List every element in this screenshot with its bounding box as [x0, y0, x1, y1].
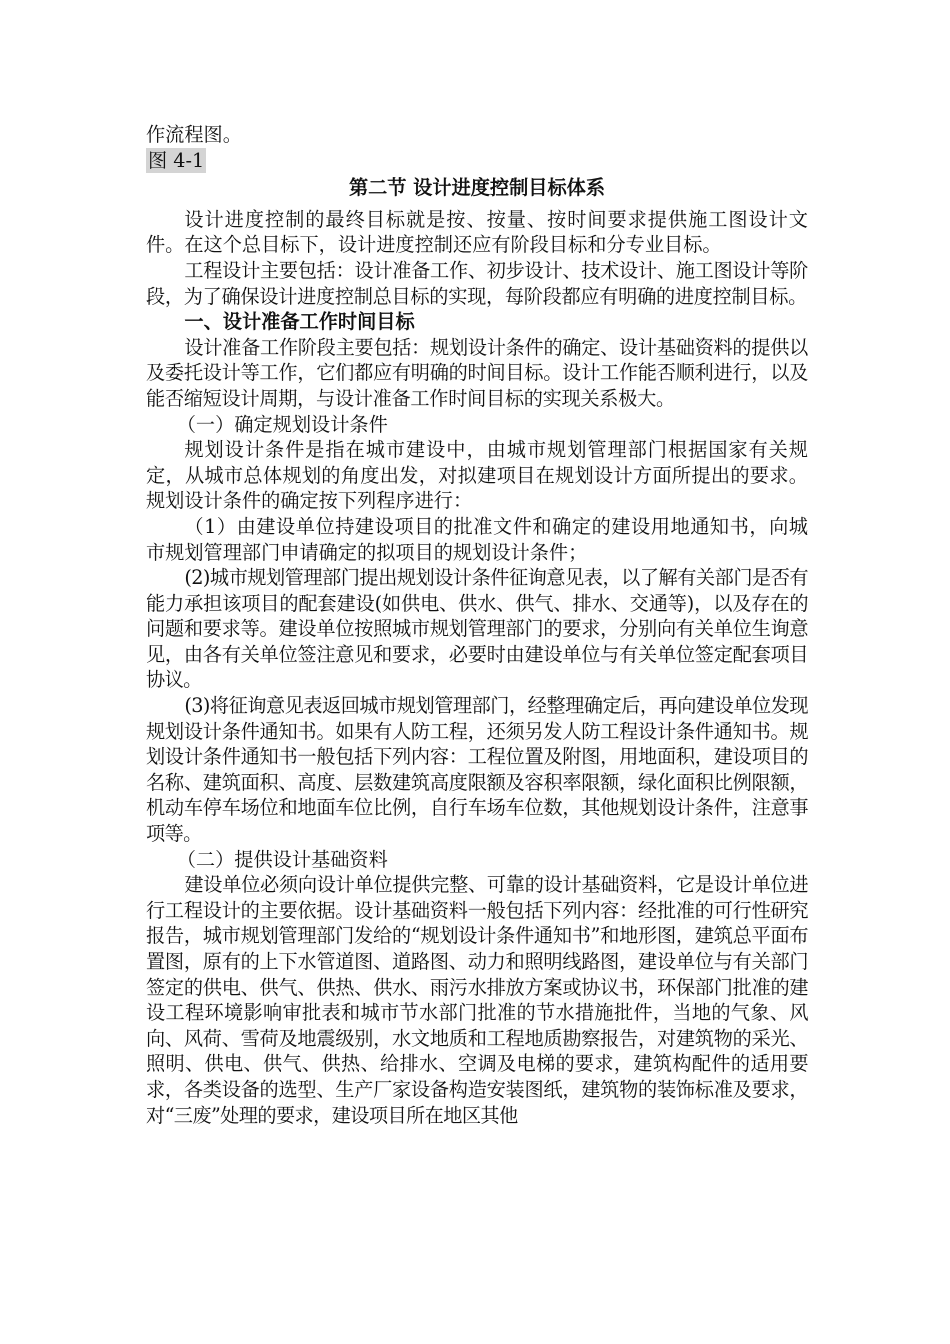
section-title: 第二节 设计进度控制目标体系 [348, 176, 606, 200]
paragraph-2: 工程设计主要包括：设计准备工作、初步设计、技术设计、施工图设计等阶段，为了确保设计进度控制总目标的实现，每阶段都应有明确的进度控制目标。 [146, 258, 808, 308]
lead-text: 作流程图。 [146, 123, 242, 146]
figure-label-line [146, 148, 808, 174]
list-item-1: （1）由建设单位持建设项目的批准文件和确定的建设用地通知书，向城市规划管理部门申请确定的拟项目的规划设计条件； [146, 514, 808, 564]
subheading-1: （一）确定规划设计条件 [176, 412, 388, 436]
heading-1: 一、设计准备工作时间目标 [184, 310, 415, 334]
subheading-2: （二）提供设计基础资料 [176, 847, 388, 871]
document-page [146, 122, 808, 1128]
paragraph-3: 设计准备工作阶段主要包括：规划设计条件的确定、设计基础资料的提供以及委托设计等工作，它们都应有明确的时间目标。设计工作能否顺利进行，以及能否缩短设计周期，与设计准备工作时间目标的实现关系极大。 [146, 335, 808, 410]
paragraph-4: 规划设计条件是指在城市建设中，由城市规划管理部门根据国家有关规定，从城市总体规划的角度出发，对拟建项目在规划设计方面所提出的要求。规划设计条件的确定按下列程序进行： [146, 438, 808, 513]
figure-label: 图 4-1 [148, 148, 205, 172]
list-item-2: (2)城市规划管理部门提出规划设计条件征询意见表，以了解有关部门是否有能力承担该项目的配套建设(如供电、供水、供气、排水、交通等)，以及存在的问题和要求等。建设单位按照城市规划管理部门的要求，分别向有关单位生询意见，由各有关单位签注意见和要求，必要时由建设单位与有关单位签定配套项目协议。 [146, 566, 808, 692]
list-item-3: (3)将征询意见表返回城市规划管理部门，经整理确定后，再向建设单位发现规划设计条件通知书。如果有人防工程，还须另发人防工程设计条件通知书。规划设计条件通知书一般包括下列内容：工程位置及附图，用地面积，建设项目的名称、建筑面积、高度、层数建筑高度限额及容积率限额，绿化面积比例限额，机动车停车场位和地面车位比例，自行车场车位数，其他规划设计条件，注意事项等。 [146, 694, 808, 846]
paragraph-5: 建设单位必须向设计单位提供完整、可靠的设计基础资料，它是设计单位进行工程设计的主要依据。设计基础资料一般包括下列内容：经批准的可行性研究报告，城市规划管理部门发给的“规划设计条件通知书”和地形图，建筑总平面布置图，原有的上下水管道图、道路图、动力和照明线路图，建设单位与有关部门签定的供电、供气、供热、供水、雨污水排放方案或协议书，环保部门批准的建设工程环境影响审批表和城市节水部门批准的节水措施批件，当地的气象、风向、风荷、雪荷及地震级别，水文地质和工程地质勘察报告，对建筑物的采光、照明、供电、供气、供热、给排水、空调及电梯的要求，建筑构配件的适用要求，各类设备的选型、生产厂家设备构造安装图纸，建筑物的装饰标准及要求，对“三废”处理的要求，建设项目所在地区其他 [146, 873, 808, 1127]
paragraph-1: 设计进度控制的最终目标就是按、按量、按时间要求提供施工图设计文件。在这个总目标下，设计进度控制还应有阶段目标和分专业目标。 [146, 207, 808, 257]
